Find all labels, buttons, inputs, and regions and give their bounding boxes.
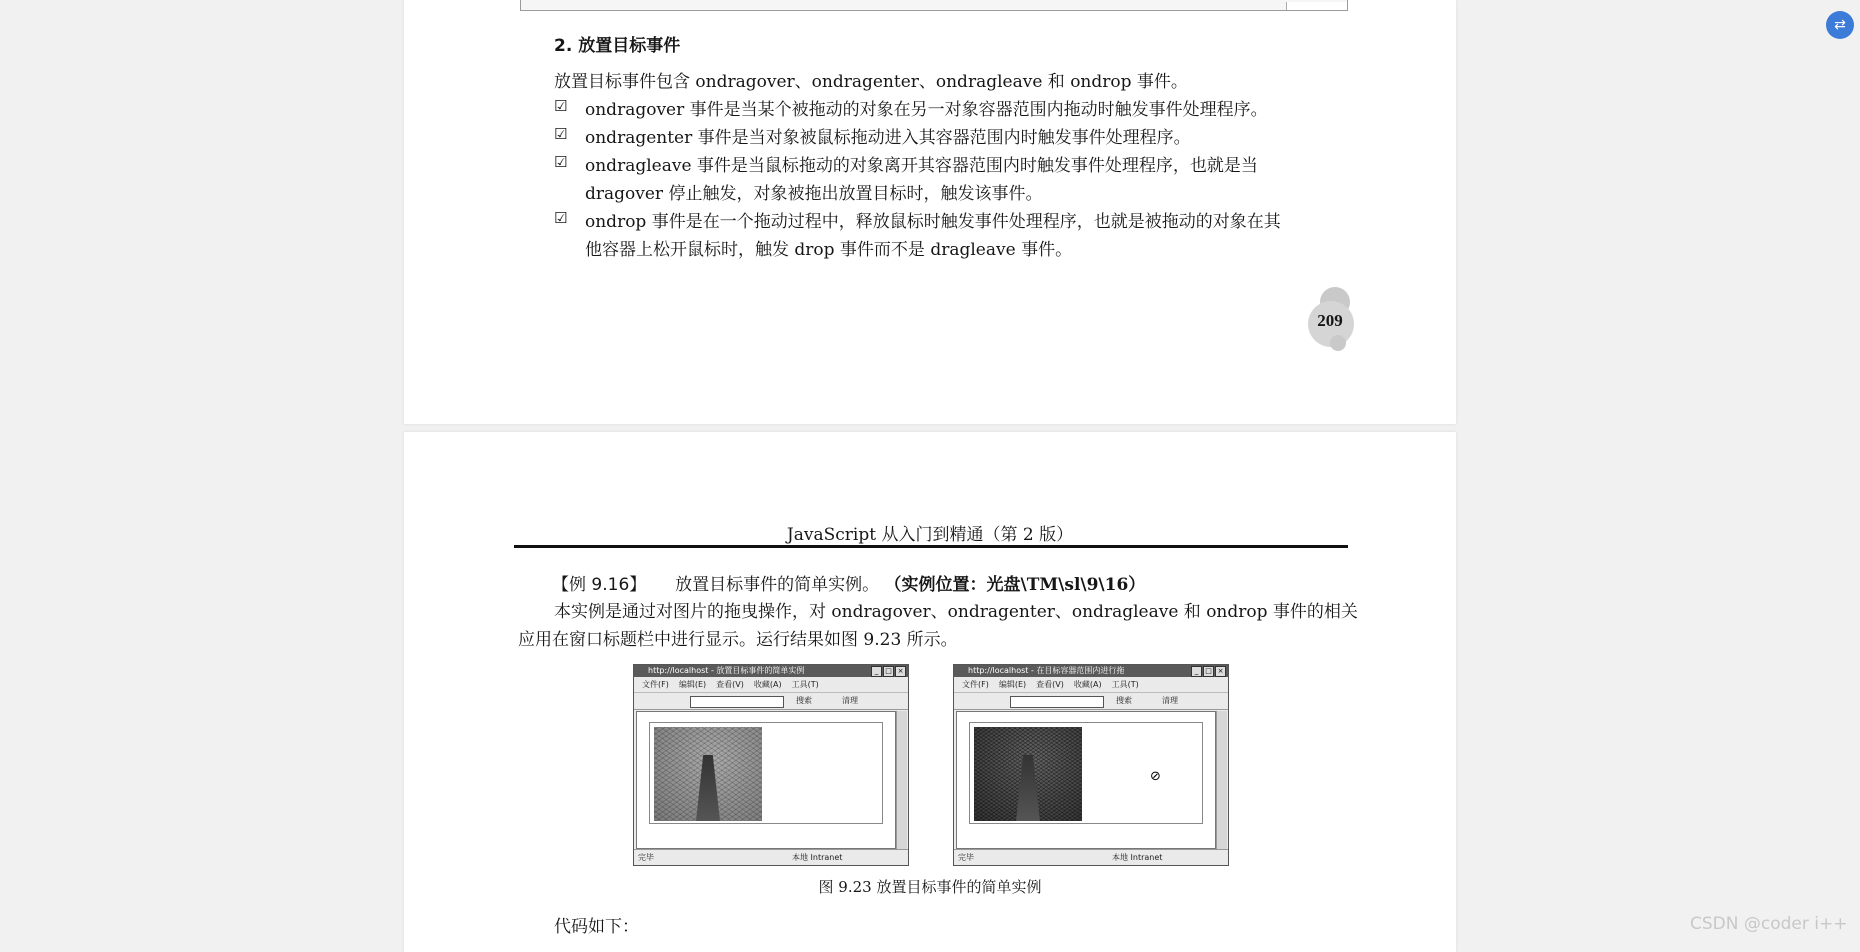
checkbox-icon: ☑ bbox=[554, 209, 568, 227]
drop-target bbox=[649, 722, 883, 824]
maximize-icon: □ bbox=[883, 666, 894, 677]
menu-item: 查看(V) bbox=[1036, 680, 1064, 689]
window-title: http://localhost - 在目标容器范围内进行拖 bbox=[954, 665, 1228, 677]
clear-label: 清理 bbox=[1162, 696, 1178, 705]
header-rule bbox=[514, 545, 1348, 548]
no-drop-cursor-icon: ⊘ bbox=[1150, 769, 1161, 784]
address-combo bbox=[1010, 696, 1104, 708]
pdf-page-bottom bbox=[404, 432, 1456, 952]
watermark: CSDN @coder i++ bbox=[1690, 914, 1848, 934]
zone-text: 本地 Intranet bbox=[792, 853, 843, 862]
zone-text: 本地 Intranet bbox=[1112, 853, 1163, 862]
checkbox-icon: ☑ bbox=[554, 125, 568, 143]
menu-item: 编辑(E) bbox=[678, 680, 707, 689]
maximize-icon: □ bbox=[1203, 666, 1214, 677]
scrollbar bbox=[1216, 711, 1227, 849]
toolbar bbox=[954, 693, 1228, 710]
address-combo bbox=[690, 696, 784, 708]
translate-icon[interactable]: ⇄ bbox=[1826, 11, 1854, 39]
event-item-text: 他容器上松开鼠标时，触发 drop 事件而不是 dragleave 事件。 bbox=[585, 240, 1073, 260]
status-text: 完毕 bbox=[958, 853, 974, 862]
menu-item: 查看(V) bbox=[716, 680, 744, 689]
example-title bbox=[552, 570, 1145, 595]
menu-item: 收藏(A) bbox=[1073, 680, 1102, 689]
browser-screenshot bbox=[953, 664, 1229, 866]
close-icon: × bbox=[1215, 666, 1226, 677]
tower-photo bbox=[974, 727, 1082, 821]
page-number: 209 bbox=[1317, 311, 1343, 330]
status-bar bbox=[634, 849, 908, 865]
event-item-text: ondragenter 事件是当对象被鼠标拖动进入其容器范围内时触发事件处理程序。 bbox=[585, 128, 1191, 148]
search-label: 搜索 bbox=[1116, 696, 1132, 705]
window-controls bbox=[1191, 666, 1226, 677]
checkbox-icon: ☑ bbox=[554, 97, 568, 115]
status-bar bbox=[954, 849, 1228, 865]
event-item-text: dragover 停止触发，对象被拖出放置目标时，触发该事件。 bbox=[585, 184, 1043, 204]
clear-label: 清理 bbox=[842, 696, 858, 705]
body-line-2: 应用在窗口标题栏中进行显示。运行结果如图 9.23 所示。 bbox=[518, 630, 958, 650]
intro-paragraph: 放置目标事件包含 ondragover、ondragenter、ondragleave 和 ondrop 事件。 bbox=[554, 72, 1188, 92]
previous-figure-edge bbox=[520, 0, 1348, 11]
menu-item: 工具(T) bbox=[791, 680, 819, 689]
running-head: JavaScript 从入门到精通（第 2 版） bbox=[786, 525, 1074, 545]
figure-caption: 图 9.23 放置目标事件的简单实例 bbox=[818, 878, 1042, 896]
page-content bbox=[636, 711, 896, 849]
body-line-1: 本实例是通过对图片的拖曳操作，对 ondragover、ondragenter、ondragleave 和 ondrop 事件的相关 bbox=[554, 602, 1358, 622]
tower-photo bbox=[654, 727, 762, 821]
example-label: 【例 9.16】 bbox=[552, 575, 647, 595]
code-intro: 代码如下： bbox=[554, 917, 639, 937]
close-icon: × bbox=[895, 666, 906, 677]
example-location: （实例位置：光盘\TM\sl\9\16） bbox=[884, 575, 1146, 595]
search-label: 搜索 bbox=[796, 696, 812, 705]
event-item-text: ondrop 事件是在一个拖动过程中，释放鼠标时触发事件处理程序，也就是被拖动的对象在其 bbox=[585, 212, 1281, 232]
menu-bar bbox=[954, 678, 1228, 693]
menu-item: 文件(F) bbox=[642, 680, 669, 689]
menu-item: 工具(T) bbox=[1111, 680, 1139, 689]
example-name: 放置目标事件的简单实例。 bbox=[675, 575, 880, 595]
menu-bar bbox=[634, 678, 908, 693]
pdf-page-top bbox=[404, 0, 1456, 424]
window-controls bbox=[871, 666, 906, 677]
checkbox-icon: ☑ bbox=[554, 153, 568, 171]
drop-target bbox=[969, 722, 1203, 824]
scrollbar bbox=[896, 711, 907, 849]
status-text: 完毕 bbox=[638, 853, 654, 862]
toolbar bbox=[634, 693, 908, 710]
minimize-icon: _ bbox=[871, 666, 882, 677]
section-heading: 2. 放置目标事件 bbox=[554, 36, 681, 56]
event-item-text: ondragleave 事件是当鼠标拖动的对象离开其容器范围内时触发事件处理程序，也就是当 bbox=[585, 156, 1258, 176]
menu-item: 编辑(E) bbox=[998, 680, 1027, 689]
minimize-icon: _ bbox=[1191, 666, 1202, 677]
window-title: http://localhost - 放置目标事件的简单实例 bbox=[634, 665, 908, 677]
event-item-text: ondragover 事件是当某个被拖动的对象在另一对象容器范围内拖动时触发事件处理程序。 bbox=[585, 100, 1268, 120]
browser-screenshot bbox=[633, 664, 909, 866]
menu-item: 文件(F) bbox=[962, 680, 989, 689]
menu-item: 收藏(A) bbox=[753, 680, 782, 689]
page-content bbox=[956, 711, 1216, 849]
